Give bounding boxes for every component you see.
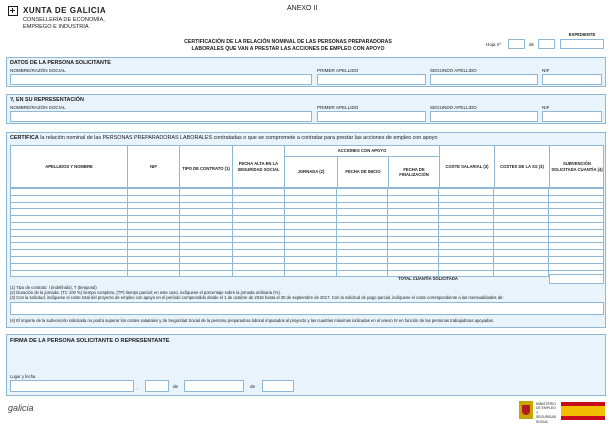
col-acciones-header: ACCIONES CON APOYO: [284, 146, 439, 157]
col-tipo-header: TIPO DE CONTRATO (1): [179, 146, 232, 187]
table-cell-input[interactable]: [11, 189, 128, 196]
table-cell-input[interactable]: [232, 236, 284, 243]
table-cell-input[interactable]: [179, 243, 232, 250]
table-cell-input[interactable]: [439, 216, 494, 223]
fecha-de2-label: de: [250, 384, 256, 389]
table-cell-input[interactable]: [388, 229, 439, 236]
table-cell-input[interactable]: [11, 263, 128, 270]
table-cell-input[interactable]: [127, 189, 179, 196]
table-cell-input[interactable]: [232, 195, 284, 202]
col-fecha-alta-header: FECHA ALTA EN LA SEGURIDAD SOCIAL: [232, 146, 284, 187]
page-title: [112, 39, 464, 53]
note-3: (3) Con la solicitud, indíquese el coste total del proyecto de empleo con apoyo en el período comprendido desde el 1 de octubre de 2016 hasta el 30 de septiembre de 2017. Con la solicitud de pago parcial, indíquese el coste correspondiente a las mensualidades de:: [10, 295, 504, 300]
table-cell-input[interactable]: [232, 202, 284, 209]
representante-primer-label: PRIMER APELLIDO: [317, 105, 359, 110]
xunta-cross-icon: [8, 6, 18, 16]
table-cell-input[interactable]: [388, 209, 439, 216]
table-row: [11, 222, 604, 229]
table-cell-input[interactable]: [232, 209, 284, 216]
firma-section: [6, 334, 606, 396]
table-row: [11, 229, 604, 236]
table-row: [11, 243, 604, 250]
table-cell-input[interactable]: [284, 270, 337, 277]
table-cell-input[interactable]: [232, 270, 284, 277]
table-cell-input[interactable]: [337, 209, 388, 216]
representante-nif-label: NIF: [542, 105, 550, 110]
table-cell-input[interactable]: [337, 202, 388, 209]
table-cell-input[interactable]: [284, 250, 337, 257]
certifica-text: la relación nominal de las PERSONAS PREPARADORAS LABORALES contratadas o que se compromete a contratar para prestar las acciones de empleo con apoyo: [38, 135, 438, 141]
table-cell-input[interactable]: [494, 263, 549, 270]
total-label: TOTAL CUANTÍA SOLICITADA: [398, 276, 458, 281]
table-cell-input[interactable]: [388, 243, 439, 250]
col-inicio-header: FECHA DE INICIO: [337, 157, 388, 187]
table-cell-input[interactable]: [232, 216, 284, 223]
hoja-de-label: de: [529, 42, 535, 47]
dia-input[interactable]: [145, 380, 169, 392]
certifica-section: [6, 132, 606, 328]
table-cell-input[interactable]: [388, 216, 439, 223]
table-cell-input[interactable]: [127, 250, 179, 257]
hoja-number-input[interactable]: [508, 39, 525, 49]
expediente-label: EXPEDIENTE: [568, 32, 596, 37]
expediente-input[interactable]: [560, 39, 604, 49]
spain-flag-icon: [561, 402, 605, 420]
table-cell-input[interactable]: [284, 229, 337, 236]
table-cell-input[interactable]: [232, 222, 284, 229]
table-cell-input[interactable]: [388, 222, 439, 229]
solicitante-section: [6, 57, 606, 87]
table-cell-input[interactable]: [232, 263, 284, 270]
col-jornada-header: JORNADA (2): [284, 157, 337, 187]
note-1: (1) Tipo de contrato: I (indefinido), T (temporal): [10, 285, 97, 290]
ministry-logo: [519, 400, 605, 422]
firma-title: FIRMA DE LA PERSONA SOLICITANTE O REPRESENTANTE: [10, 338, 170, 344]
table-cell-input[interactable]: [439, 189, 494, 196]
table-cell-input[interactable]: [127, 263, 179, 270]
table-cell-input[interactable]: [284, 243, 337, 250]
solicitante-nif-label: NIF: [542, 68, 550, 73]
certifica-statement: [10, 135, 437, 141]
logo-line2: CONSELLERÍA DE ECONOMÍA,: [23, 17, 105, 23]
mes-input[interactable]: [184, 380, 244, 392]
representante-title: Y, EN SU REPRESENTACIÓN: [10, 97, 84, 103]
hoja-total-input[interactable]: [538, 39, 555, 49]
col-coste-salarial-header: COSTE SALARIAL (3): [439, 146, 494, 187]
fecha-de1-label: de: [173, 384, 179, 389]
table-cell-input[interactable]: [232, 256, 284, 263]
representante-nombre-input[interactable]: [10, 111, 312, 122]
table-cell-input[interactable]: [439, 250, 494, 257]
table-cell-input[interactable]: [337, 243, 388, 250]
table-cell-input[interactable]: [388, 189, 439, 196]
table-cell-input[interactable]: [388, 256, 439, 263]
solicitante-segundo-label: SEGUNDO APELLIDO: [430, 68, 477, 73]
table-cell-input[interactable]: [439, 256, 494, 263]
solicitante-nombre-input[interactable]: [10, 74, 312, 85]
table-cell-input[interactable]: [127, 195, 179, 202]
table-cell-input[interactable]: [549, 263, 604, 270]
table-cell-input[interactable]: [337, 195, 388, 202]
table-cell-input[interactable]: [232, 229, 284, 236]
table-cell-input[interactable]: [494, 209, 549, 216]
table-cell-input[interactable]: [179, 216, 232, 223]
table-cell-input[interactable]: [337, 222, 388, 229]
logo-line1: XUNTA DE GALICIA: [23, 6, 107, 15]
table-cell-input[interactable]: [549, 216, 604, 223]
solicitante-title: DATOS DE LA PERSONA SOLICITANTE: [10, 60, 111, 66]
table-cell-input[interactable]: [494, 202, 549, 209]
table-cell-input[interactable]: [337, 250, 388, 257]
note-4: (4) El importe de la subvención solicitada no podrá superar los costes salariales y de Seguridad Social de la persona preparadora laboral imputados al proyecto y las cuantías máximas indicadas en el anexo IV en función de las personas trabajadoras apoyadas.: [10, 318, 494, 323]
table-cell-input[interactable]: [127, 229, 179, 236]
table-cell-input[interactable]: [179, 229, 232, 236]
representante-segundo-input[interactable]: [430, 111, 538, 122]
table-cell-input[interactable]: [549, 202, 604, 209]
table-row: [11, 195, 604, 202]
col-fin-header: FECHA DE FINALIZACIÓN: [388, 157, 439, 187]
table-cell-input[interactable]: [494, 195, 549, 202]
representante-nif-input[interactable]: [542, 111, 602, 122]
table-cell-input[interactable]: [494, 270, 549, 277]
table-cell-input[interactable]: [337, 256, 388, 263]
table-cell-input[interactable]: [11, 256, 128, 263]
table-cell-input[interactable]: [284, 195, 337, 202]
table-cell-input[interactable]: [179, 202, 232, 209]
table-cell-input[interactable]: [11, 202, 128, 209]
representante-section: [6, 94, 606, 124]
col-nif-header: NIF: [127, 146, 179, 187]
table-cell-input[interactable]: [388, 202, 439, 209]
title-line2: LABORALES QUE VAN A PRESTAR LAS ACCIONES DE EMPLEO CON APOYO: [191, 46, 385, 53]
table-cell-input[interactable]: [127, 243, 179, 250]
galicia-logo: galicia: [8, 403, 34, 413]
table-cell-input[interactable]: [127, 202, 179, 209]
table-cell-input[interactable]: [494, 243, 549, 250]
table-cell-input[interactable]: [494, 189, 549, 196]
table-cell-input[interactable]: [337, 236, 388, 243]
table-cell-input[interactable]: [179, 189, 232, 196]
solicitante-nombre-label: NOMBRE/RAZÓN SOCIAL: [10, 68, 66, 73]
table-row: [11, 216, 604, 223]
table-cell-input[interactable]: [284, 189, 337, 196]
table-cell-input[interactable]: [179, 222, 232, 229]
table-cell-input[interactable]: [388, 250, 439, 257]
total-input[interactable]: [549, 274, 604, 284]
table-cell-input[interactable]: [284, 236, 337, 243]
table-cell-input[interactable]: [439, 202, 494, 209]
annex-label: ANEXO II: [287, 5, 318, 12]
table-cell-input[interactable]: [11, 229, 128, 236]
anio-input[interactable]: [262, 380, 294, 392]
table-cell-input[interactable]: [337, 189, 388, 196]
table-cell-input[interactable]: [284, 256, 337, 263]
solicitante-primer-label: PRIMER APELLIDO: [317, 68, 359, 73]
table-cell-input[interactable]: [179, 209, 232, 216]
col-subvencion-header: SUBVENCIÓN SOLICITADA CUANTÍA (4): [549, 146, 604, 187]
title-line1: CERTIFICACIÓN DE LA RELACIÓN NOMINAL DE LAS PERSONAS PREPARADORAS: [184, 39, 392, 45]
table-cell-input[interactable]: [494, 250, 549, 257]
table-cell-input[interactable]: [549, 250, 604, 257]
table-cell-input[interactable]: [549, 229, 604, 236]
table-cell-input[interactable]: [549, 189, 604, 196]
table-row: [11, 256, 604, 263]
table-cell-input[interactable]: [549, 236, 604, 243]
ministry-name: MINISTERIO DE EMPLEO Y SEGURIDAD SOCIAL: [536, 402, 557, 424]
col-costes-ss-header: COSTES DE LA SS (3): [494, 146, 549, 187]
table-cell-input[interactable]: [232, 250, 284, 257]
table-cell-input[interactable]: [284, 222, 337, 229]
solicitante-segundo-input[interactable]: [430, 74, 538, 85]
table-cell-input[interactable]: [127, 270, 179, 277]
table-cell-input[interactable]: [549, 256, 604, 263]
table-row: [11, 236, 604, 243]
table-row: [11, 202, 604, 209]
table-cell-input[interactable]: [388, 236, 439, 243]
table-cell-input[interactable]: [179, 270, 232, 277]
table-cell-input[interactable]: [439, 222, 494, 229]
table-cell-input[interactable]: [549, 222, 604, 229]
certifica-lead: CERTIFICA: [10, 135, 39, 141]
table-cell-input[interactable]: [232, 189, 284, 196]
table-cell-input[interactable]: [179, 256, 232, 263]
table-cell-input[interactable]: [284, 216, 337, 223]
col-apellidos-header: APELLIDOS Y NOMBRE: [45, 163, 93, 169]
table-cell-input[interactable]: [284, 209, 337, 216]
table-cell-input[interactable]: [388, 195, 439, 202]
table-cell-input[interactable]: [284, 263, 337, 270]
table-cell-input[interactable]: [127, 256, 179, 263]
table-cell-input[interactable]: [337, 270, 388, 277]
table-cell-input[interactable]: [439, 236, 494, 243]
logo-line3: EMPREGO E INDUSTRIA: [23, 24, 89, 30]
table-cell-input[interactable]: [549, 243, 604, 250]
table-cell-input[interactable]: [11, 250, 128, 257]
nominal-table-body: [10, 188, 604, 277]
solicitante-primer-input[interactable]: [317, 74, 426, 85]
lugar-input[interactable]: [10, 380, 134, 392]
lugar-comma: ,: [137, 385, 139, 390]
table-cell-input[interactable]: [549, 209, 604, 216]
table-cell-input[interactable]: [337, 263, 388, 270]
mensualidades-input[interactable]: [10, 302, 604, 315]
note-2: (2) Duración de la jornada: (TC 100 %) tiempo completo, (TP) tiempo parcial; en este caso, indíquese el porcentaje sobre la jornada ordinaria (%).: [10, 290, 281, 295]
table-cell-input[interactable]: [494, 229, 549, 236]
table-cell-input[interactable]: [11, 195, 128, 202]
table-cell-input[interactable]: [127, 222, 179, 229]
table-cell-input[interactable]: [127, 236, 179, 243]
table-row: [11, 209, 604, 216]
table-cell-input[interactable]: [284, 202, 337, 209]
table-cell-input[interactable]: [11, 222, 128, 229]
table-row: [11, 270, 604, 277]
table-row: [11, 250, 604, 257]
table-cell-input[interactable]: [439, 229, 494, 236]
table-cell-input[interactable]: [127, 216, 179, 223]
table-cell-input[interactable]: [549, 195, 604, 202]
table-cell-input[interactable]: [179, 195, 232, 202]
table-cell-input[interactable]: [11, 236, 128, 243]
table-cell-input[interactable]: [11, 209, 128, 216]
representante-nombre-label: NOMBRE/RAZÓN SOCIAL: [10, 105, 66, 110]
table-cell-input[interactable]: [439, 195, 494, 202]
table-cell-input[interactable]: [232, 243, 284, 250]
lugar-label: Lugar y fecha: [10, 374, 36, 379]
table-cell-input[interactable]: [127, 209, 179, 216]
table-cell-input[interactable]: [439, 243, 494, 250]
table-cell-input[interactable]: [11, 216, 128, 223]
table-cell-input[interactable]: [388, 263, 439, 270]
table-cell-input[interactable]: [179, 250, 232, 257]
table-cell-input[interactable]: [11, 243, 128, 250]
table-row: [11, 263, 604, 270]
table-row: [11, 189, 604, 196]
table-cell-input[interactable]: [11, 270, 128, 277]
table-cell-input[interactable]: [439, 263, 494, 270]
xunta-logo: [8, 6, 158, 40]
table-cell-input[interactable]: [494, 222, 549, 229]
table-cell-input[interactable]: [494, 256, 549, 263]
table-cell-input[interactable]: [494, 216, 549, 223]
table-cell-input[interactable]: [337, 216, 388, 223]
table-cell-input[interactable]: [179, 236, 232, 243]
table-cell-input[interactable]: [494, 236, 549, 243]
hoja-label: Hoja nº: [486, 42, 501, 47]
table-cell-input[interactable]: [179, 263, 232, 270]
representante-primer-input[interactable]: [317, 111, 426, 122]
table-cell-input[interactable]: [337, 229, 388, 236]
representante-segundo-label: SEGUNDO APELLIDO: [430, 105, 477, 110]
table-cell-input[interactable]: [439, 209, 494, 216]
solicitante-nif-input[interactable]: [542, 74, 602, 85]
